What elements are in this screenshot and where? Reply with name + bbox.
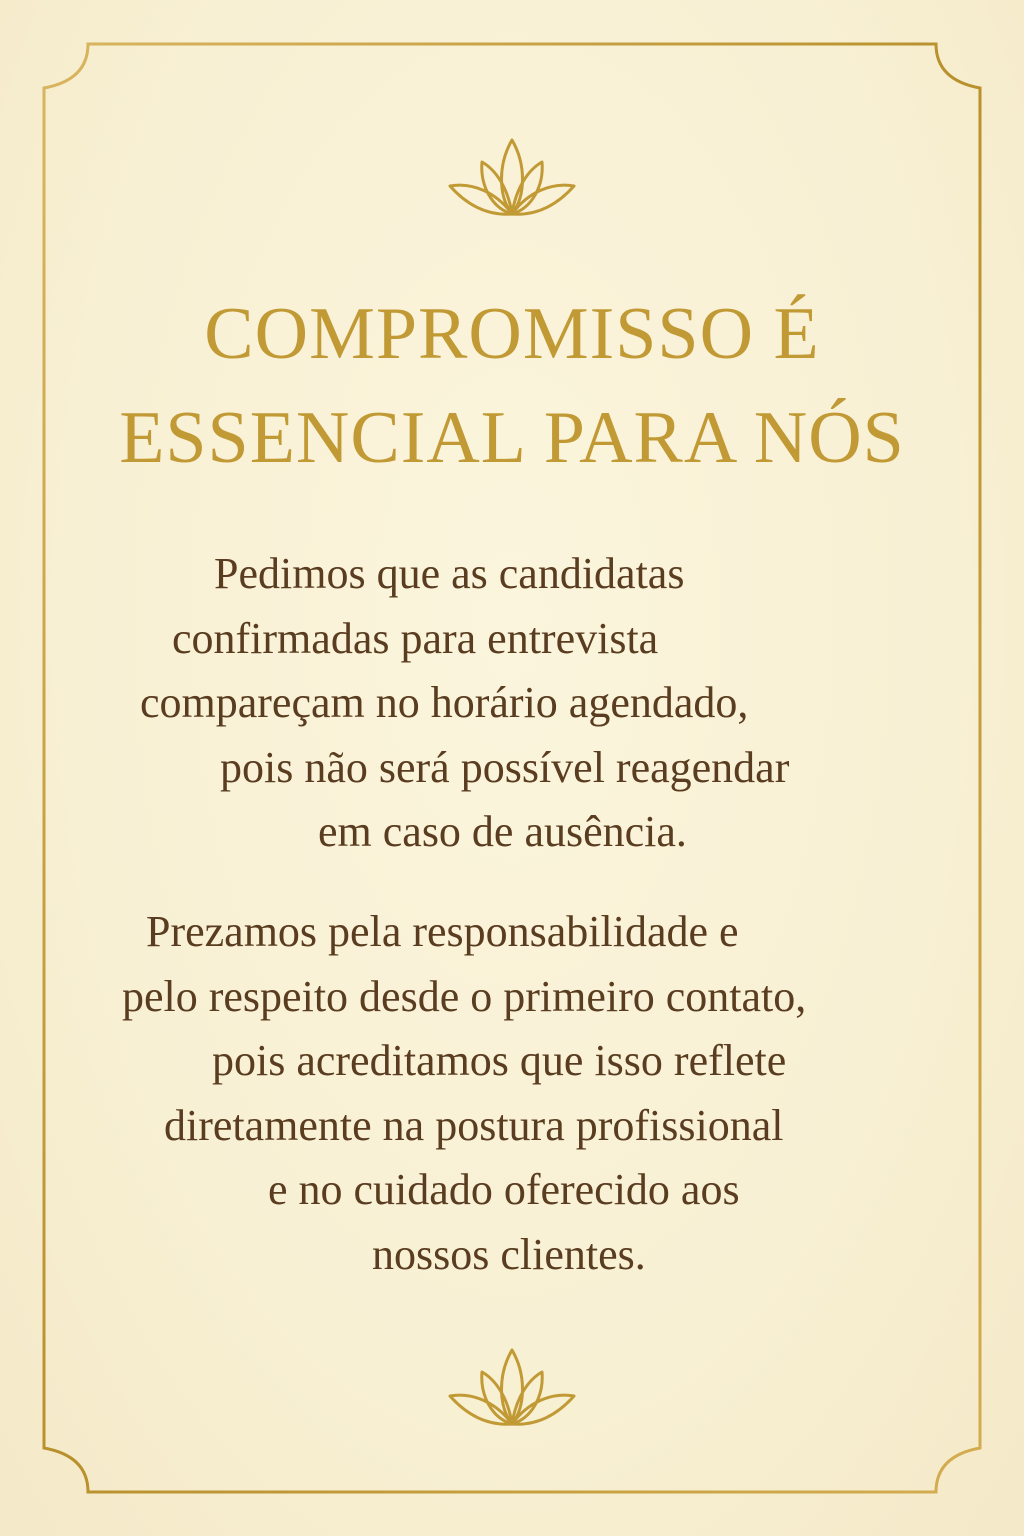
- paragraph-line: compareçam no horário agendado,: [140, 678, 749, 727]
- page-title: [80, 282, 944, 490]
- paragraph-line: Prezamos pela responsabilidade e: [146, 907, 739, 956]
- paragraph-line: diretamente na postura profissional: [164, 1100, 784, 1150]
- paragraph-line: Pedimos que as candidatas: [214, 549, 685, 598]
- paragraph-responsibility: [0, 900, 1024, 1287]
- paragraph-line: em caso de ausência.: [318, 807, 687, 856]
- lotus-icon: [442, 1340, 582, 1430]
- paragraph-line: nossos clientes.: [372, 1229, 646, 1279]
- paragraph-interview-attendance: [0, 542, 1024, 865]
- paragraph-line: e no cuidado oferecido aos: [268, 1165, 740, 1214]
- title-line-1: COMPROMISSO É: [204, 293, 820, 375]
- paragraph-line: pois não será possível reagendar: [220, 742, 790, 792]
- paragraph-line: pelo respeito desde o primeiro contato,: [122, 971, 807, 1021]
- paragraph-line: confirmadas para entrevista: [172, 613, 659, 663]
- paragraph-line: pois acreditamos que isso reflete: [212, 1036, 787, 1085]
- lotus-icon: [442, 130, 582, 220]
- title-line-2: ESSENCIAL PARA NÓS: [119, 397, 905, 479]
